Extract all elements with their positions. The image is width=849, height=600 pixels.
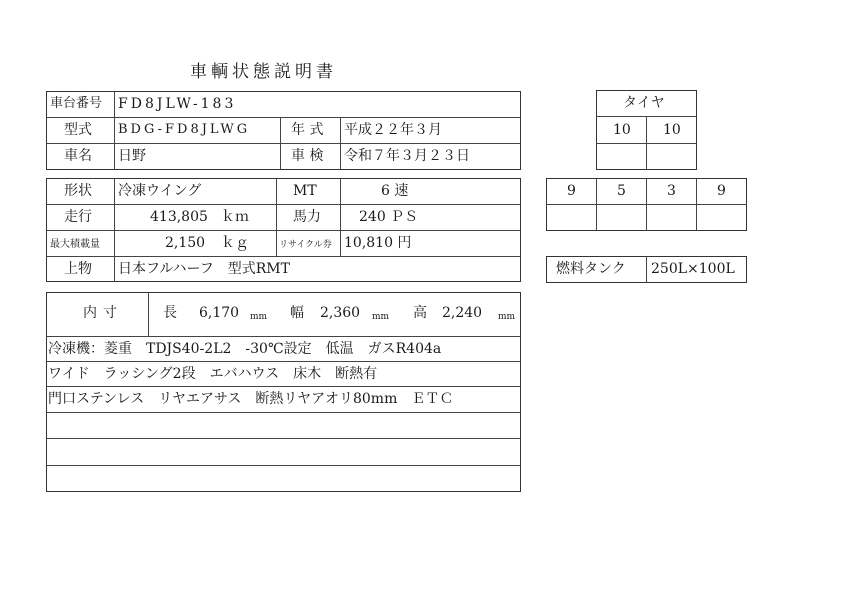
width-label: 幅	[290, 305, 304, 321]
document-title: 車輌状態説明書	[190, 62, 337, 82]
recycle-value: 10,810 円	[344, 235, 412, 251]
tire-rear-2: 5	[617, 183, 626, 199]
width-unit: mm	[372, 312, 390, 322]
body-value: 日本フルハーフ 型式RMT	[118, 261, 290, 277]
model-label: 型式	[64, 122, 92, 138]
height-unit: mm	[498, 312, 516, 322]
capacity-label: 最大積載量	[50, 239, 100, 250]
chassis-number-value: FD8JLW-183	[118, 96, 237, 112]
tire-front-right: 10	[663, 122, 681, 138]
fuel-tank-value: 250L×100L	[651, 261, 735, 277]
shape-value: 冷凍ウイング	[118, 183, 202, 199]
model-value: BDG-FD8JLWG	[118, 122, 251, 137]
body-label: 上物	[64, 261, 92, 277]
fuel-tank-label: 燃料タンク	[556, 261, 626, 277]
mileage-label: 走行	[64, 209, 92, 225]
mileage-value: 413,805	[150, 209, 208, 225]
tire-rear-4: 9	[717, 183, 726, 199]
year-value: 平成２２年３月	[344, 122, 442, 138]
maker-value: 日野	[118, 148, 146, 164]
shape-label: 形状	[64, 183, 92, 199]
note-line-1: 冷凍機：菱重 TDJS40-2L2 -30℃設定 低温 ガスR404a	[48, 341, 442, 357]
mileage-unit: ｋｍ	[221, 209, 249, 225]
note-line-2: ワイド ラッシング2段 エバハウス 床木 断熱有	[48, 366, 378, 382]
capacity-value: 2,150	[165, 235, 206, 251]
power-label: 馬力	[293, 209, 321, 225]
mt-value: 6 速	[381, 183, 409, 199]
recycle-label: リサイクル券	[279, 240, 332, 250]
width-value: 2,360	[320, 305, 361, 321]
dimensions-label: 内寸	[83, 305, 123, 321]
capacity-unit: ｋｇ	[221, 235, 249, 251]
height-label: 高	[413, 305, 427, 321]
tire-rear-1: 9	[567, 183, 576, 199]
mt-label: MT	[293, 183, 317, 199]
length-value: 6,170	[199, 305, 240, 321]
height-value: 2,240	[442, 305, 483, 321]
tire-front-left: 10	[613, 122, 631, 138]
year-label: 年 式	[291, 122, 324, 138]
length-label: 長	[163, 305, 177, 321]
chassis-number-label: 車台番号	[50, 96, 103, 111]
power-value: 240 ＰＳ	[359, 209, 419, 225]
inspection-value: 令和７年３月２３日	[344, 148, 470, 164]
tire-rear-3: 3	[667, 183, 676, 199]
inspection-label: 車 検	[291, 148, 324, 164]
length-unit: mm	[250, 312, 268, 322]
note-line-3: 門口ステンレス リヤエアサス 断熱リヤアオリ80mm ＥＴＣ	[48, 391, 454, 407]
maker-label: 車名	[64, 148, 92, 164]
tire-label: タイヤ	[623, 95, 665, 111]
